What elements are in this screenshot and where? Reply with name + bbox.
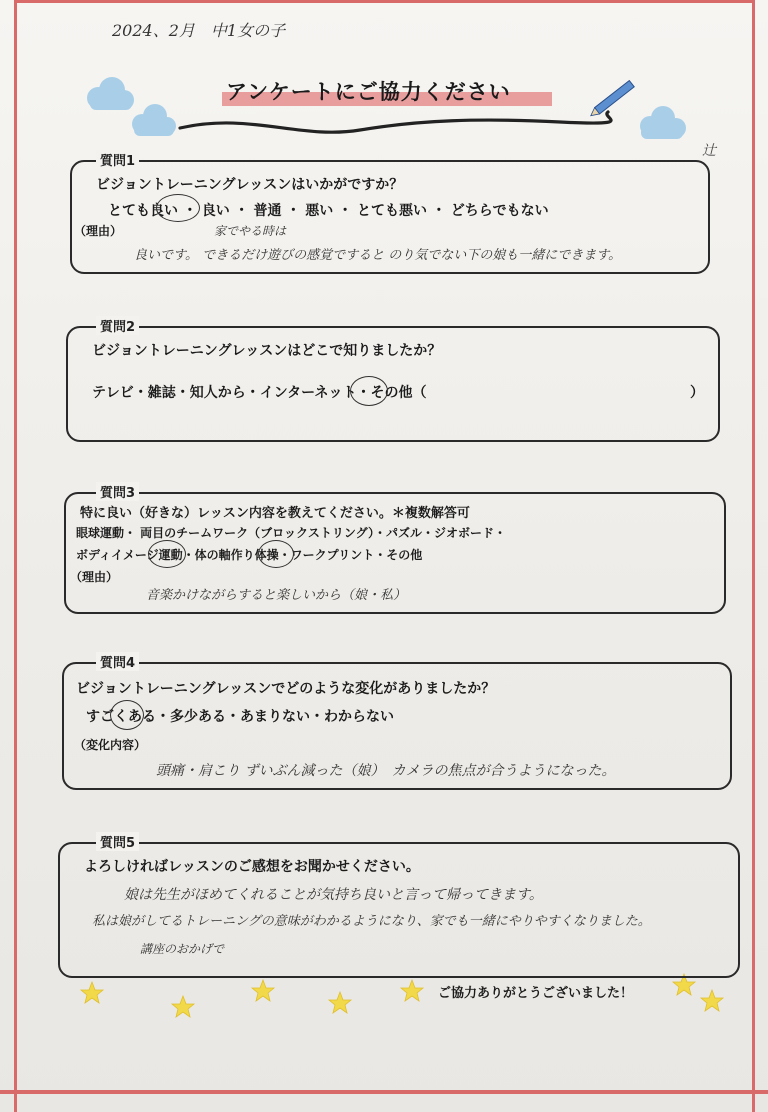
question-1-answer-note: 家でやる時は	[214, 224, 287, 238]
question-1-reason-label: （理由）	[74, 224, 123, 238]
selection-circle	[350, 376, 388, 406]
cloud-icon	[87, 77, 134, 110]
question-5-text: よろしければレッスンのご感想をお聞かせください。	[84, 859, 420, 875]
question-3-options-line-2: ボディイメージ運動・体の軸作り体操・ワークプリント・その他	[76, 548, 423, 562]
star-icon	[252, 980, 274, 1001]
question-1-answer: 良いです。 できるだけ遊びの感覚ですると のり気でない下の娘も一緒にできます。	[134, 248, 622, 263]
question-5-answer-line-2: 私は娘がしてるトレーニングの意味がわかるようになり、家でも一緒にやりやすくなりました。	[92, 914, 651, 929]
star-icon	[81, 982, 103, 1003]
question-4-change-label: （変化内容）	[74, 738, 147, 752]
page-title: アンケートにご協力ください	[226, 80, 511, 104]
question-2-options: テレビ・雑誌・知人から・インターネット・その他（	[92, 385, 427, 401]
question-2-close-paren: ）	[690, 385, 704, 401]
question-3-text: 特に良い（好きな）レッスン内容を教えてください。＊複数解答可	[80, 506, 470, 521]
cloud-icon	[132, 104, 176, 136]
selection-circle	[258, 540, 294, 568]
corner-mark: 辻	[702, 143, 716, 159]
question-1-label: 質問1	[96, 150, 139, 169]
question-5-label: 質問5	[96, 832, 139, 851]
question-3-reason-label: （理由）	[70, 570, 119, 584]
question-5-answer-line-3: 講座のおかげで	[140, 942, 225, 956]
star-icon	[401, 980, 423, 1001]
question-1-text: ビジョントレーニングレッスンはいかがですか？	[96, 177, 404, 193]
selection-circle	[156, 194, 200, 222]
star-icon	[701, 990, 723, 1011]
question-4-options: すごくある・多少ある・あまりない・わからない	[86, 709, 394, 725]
handwritten-date: 2024、2月 中1女の子	[112, 21, 286, 40]
question-3-answer: 音楽かけながらすると楽しいから（娘・私）	[146, 588, 407, 603]
question-4-answer: 頭痛・肩こり ずいぶん減った（娘） カメラの焦点が合うようになった。	[156, 763, 616, 779]
question-4-text: ビジョントレーニングレッスンでどのような変化がありましたか？	[76, 681, 496, 697]
footer-thanks: ご協力ありがとうございました！	[438, 986, 634, 1001]
pencil-icon	[588, 81, 634, 119]
question-4-label: 質問4	[96, 652, 139, 671]
star-icon	[329, 992, 351, 1013]
selection-circle	[148, 540, 186, 568]
question-1-options: とても良い ・ 良い ・ 普通 ・ 悪い ・ とても悪い ・ どちらでもない	[108, 203, 549, 219]
question-2-text: ビジョントレーニングレッスンはどこで知りましたか？	[92, 343, 442, 359]
star-icon	[172, 996, 194, 1017]
selection-circle	[110, 700, 144, 730]
underline-swoosh	[180, 112, 611, 132]
question-3-options-line-1: 眼球運動・ 両目のチームワーク（ブロックストリング）・パズル・ジオボード・	[76, 526, 506, 540]
cloud-icon	[640, 106, 686, 139]
question-5-answer-line-1: 娘は先生がほめてくれることが気持ち良いと言って帰ってきます。	[124, 887, 543, 903]
question-3-label: 質問3	[96, 482, 139, 501]
question-2-label: 質問2	[96, 316, 139, 335]
